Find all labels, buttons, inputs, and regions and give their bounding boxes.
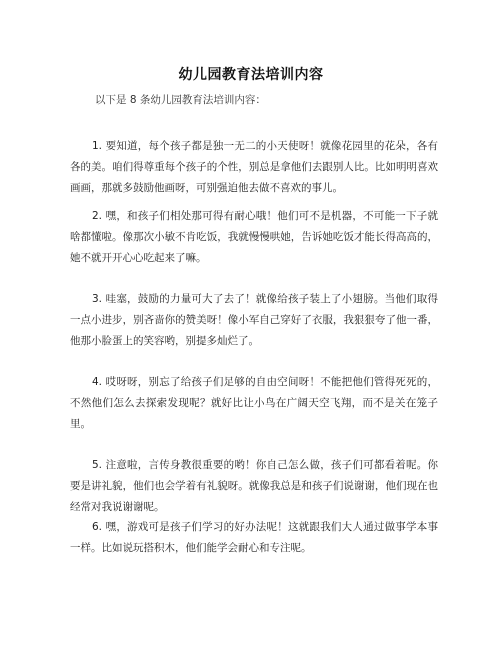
intro-text: 以下是 8 条幼儿园教育法培训内容： xyxy=(95,94,266,106)
paragraph-1: 1. 要知道，每个孩子都是独一无二的小天使呀！就像花园里的花朵，各有各的美。咱们得尊重每个孩子的个性，别总是拿他们去跟别人比。比如明明喜欢画画，那就多鼓励他画呀，可别强迫他去做不喜欢的事儿。 xyxy=(70,140,438,194)
document-title: 幼儿园教育法培训内容 xyxy=(178,67,324,83)
paragraph-5: 5. 注意啦，言传身教很重要的哟！你自己怎么做，孩子们可都看着呢。你要是讲礼貌，他们也会学着有礼貌呀。就像我总是和孩子们说谢谢，他们现在也经常对我说谢谢呢。 xyxy=(70,459,438,513)
paragraph-4: 4. 哎呀呀，别忘了给孩子们足够的自由空间呀！不能把他们管得死死的，不然他们怎么去探索发现呢？就好比让小鸟在广阔天空飞翔，而不是关在笼子里。 xyxy=(70,376,438,430)
paragraph-6: 6. 嘿，游戏可是孩子们学习的好办法呢！这就跟我们大人通过做事学本事一样。比如说玩搭积木，他们能学会耐心和专注呢。 xyxy=(70,521,438,554)
paragraph-2: 2. 嘿，和孩子们相处那可得有耐心哦！他们可不是机器，不可能一下子就啥都懂啦。像那次小敏不肯吃饭，我就慢慢哄她，告诉她吃饭才能长得高高的，她不就开开心心吃起来了嘛。 xyxy=(70,210,438,264)
paragraph-3: 3. 哇塞，鼓励的力量可大了去了！就像给孩子装上了小翅膀。当他们取得一点小进步，别吝啬你的赞美呀！像小军自己穿好了衣服，我狠狠夸了他一番，他那小脸蛋上的笑容哟，别提多灿烂了。 xyxy=(70,293,438,347)
